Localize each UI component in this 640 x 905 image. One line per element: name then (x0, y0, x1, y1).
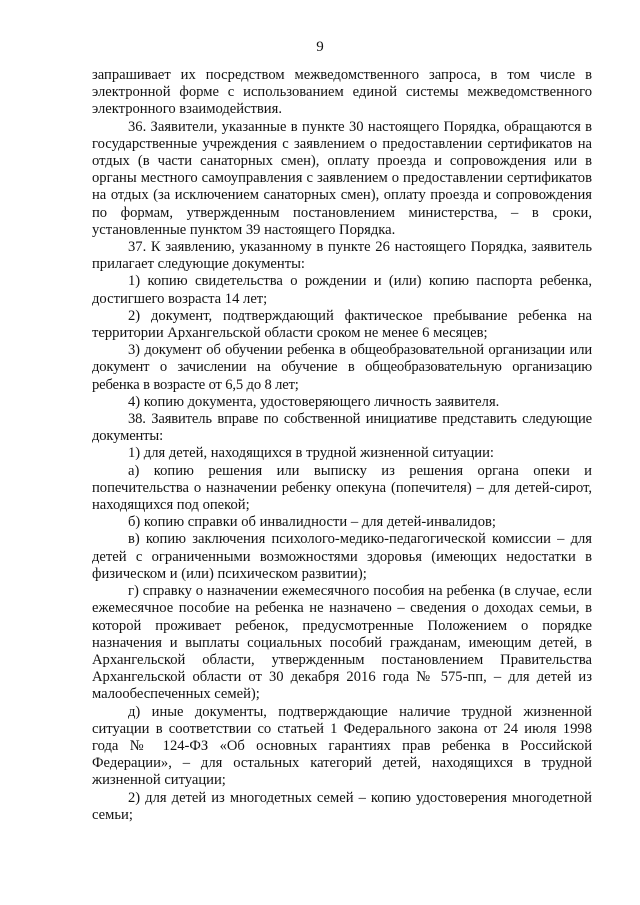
paragraph-item-36: 36. Заявители, указанные в пункте 30 настоящего Порядка, обращаются в государственные учреждения с заявлением о предоставлении сертификатов на отдых (в части санаторных смен), оплату проезда и сопровождения или в органы местного самоуправления с заявлением о предоставлении сертификатов на отдых (за исключением санаторных смен), оплату проезда и сопровождения по формам, утвержденным постановлением министерства, – в сроки, установленные пунктом 39 настоящего Порядка. (92, 118, 592, 238)
paragraph-38-sub-b: б) копию справки об инвалидности – для детей-инвалидов; (128, 514, 496, 531)
paragraph-37-sub-4: 4) копию документа, удостоверяющего личность заявителя. (128, 393, 500, 410)
paragraph-38-sub-2: 2) для детей из многодетных семей – копию удостоверения многодетной семьи; (92, 789, 592, 823)
paragraph-38-sub-1: 1) для детей, находящихся в трудной жизненной ситуации: (128, 445, 494, 462)
paragraph-38-sub-a: а) копию решения или выписку из решения органа опеки и попечительства о назначении ребенку опекуна (попечителя) – для детей-сирот, находящихся под опекой; (92, 462, 592, 514)
paragraph-continuation: запрашивает их посредством межведомственного запроса, в том числе в электронной форме с использованием единой системы межведомственного электронного взаимодействия. (92, 67, 592, 118)
paragraph-item-37: 37. К заявлению, указанному в пункте 26 настоящего Порядка, заявитель прилагает следующие документы: (92, 239, 592, 273)
paragraph-37-sub-2: 2) документ, подтверждающий фактическое пребывание ребенка на территории Архангельской области сроком не менее 6 месяцев; (92, 307, 592, 342)
page-number: 9 (316, 39, 324, 55)
paragraph-38-sub-g: г) справку о назначении ежемесячного пособия на ребенка (в случае, если ежемесячное пособие на ребенка не назначено – сведения о доходах семьи, в которой проживает ребенок, предусмотренные Положением о порядке назначения и выплаты социальных пособий гражданам, имеющим детей, в Архангельской области, утвержденным постановлением Правительства Архангельской области от 30 декабря 2016 года № 575-пп, – для детей из малообеспеченных семей); (92, 583, 592, 703)
paragraph-item-38: 38. Заявитель вправе по собственной инициативе представить следующие документы: (92, 411, 592, 445)
paragraph-38-sub-v: в) копию заключения психолого-медико-педагогической комиссии – для детей с ограниченными возможностями здоровья (имеющих недостатки в физическом и (или) психическом развитии); (92, 531, 592, 582)
document-body (92, 67, 592, 824)
paragraph-37-sub-3: 3) документ об обучении ребенка в общеобразовательной организации или документ о зачислении на обучение в общеобразовательную организацию ребенка в возрасте от 6,5 до 8 лет; (92, 342, 592, 393)
paragraph-37-sub-1: 1) копию свидетельства о рождении и (или) копию паспорта ребенка, достигшего возраста 14 лет; (92, 273, 592, 307)
paragraph-38-sub-d: д) иные документы, подтверждающие наличие трудной жизненной ситуации в соответствии со статьей 1 Федерального закона от 24 июля 1998 года № 124-ФЗ «Об основных гарантиях прав ребенка в Российской Федерации», – для остальных категорий детей, находящихся в трудной жизненной ситуации; (92, 703, 592, 789)
